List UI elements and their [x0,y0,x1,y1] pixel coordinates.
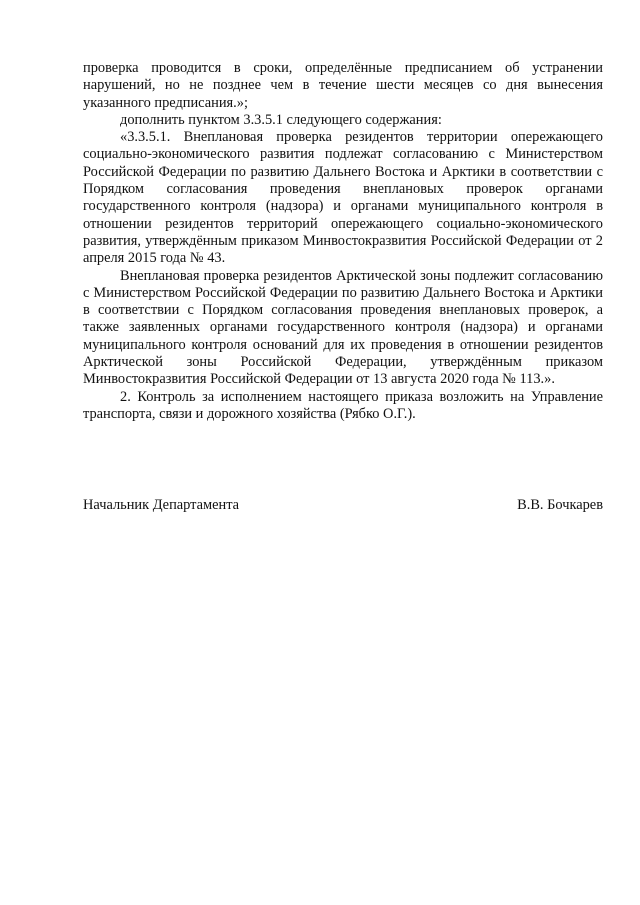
signatory-name: В.В. Бочкарев [517,497,603,513]
signature-block [83,497,603,514]
document-body [83,60,603,423]
paragraph-clause-3-3-5-1: «3.3.5.1. Внеплановая проверка резидентов территории опережающего социально-экономического развития подлежат согласованию с Министерством Российской Федерации по развитию Дальнего Востока и Арктики в соответствии с Порядком согласования проведения внеплановых проверок органами государственного контроля (надзора) и органами муниципального контроля в отношении резидентов территорий опережающего социально-экономического развития, утверждённым приказом Минвостокразвития Российской Федерации от 2 апреля 2015 года № 43. [83,129,603,267]
paragraph-arctic-zone: Внеплановая проверка резидентов Арктической зоны подлежит согласованию с Министерством Российской Федерации по развитию Дальнего Востока и Арктики в соответствии с Порядком согласования проведения внеплановых проверок, а также заявленных органами государственного контроля (надзора) и органами муниципального контроля оснований для их проведения в отношении резидентов Арктической зоны Российской Федерации, утверждённым приказом Минвостокразвития Российской Федерации от 13 августа 2020 года № 113.». [83,267,603,388]
paragraph-control-assignment: 2. Контроль за исполнением настоящего приказа возложить на Управление транспорта, связи и дорожного хозяйства (Рябко О.Г.). [83,388,603,422]
paragraph-inspection-term: проверка проводится в сроки, определённые предписанием об устранении нарушений, но не позднее чем в течение шести месяцев со дня вынесения указанного предписания.»; [83,60,603,111]
signatory-position: Начальник Департамента [83,497,240,513]
paragraph-amendment-intro: дополнить пунктом 3.3.5.1 следующего содержания: [120,111,442,128]
